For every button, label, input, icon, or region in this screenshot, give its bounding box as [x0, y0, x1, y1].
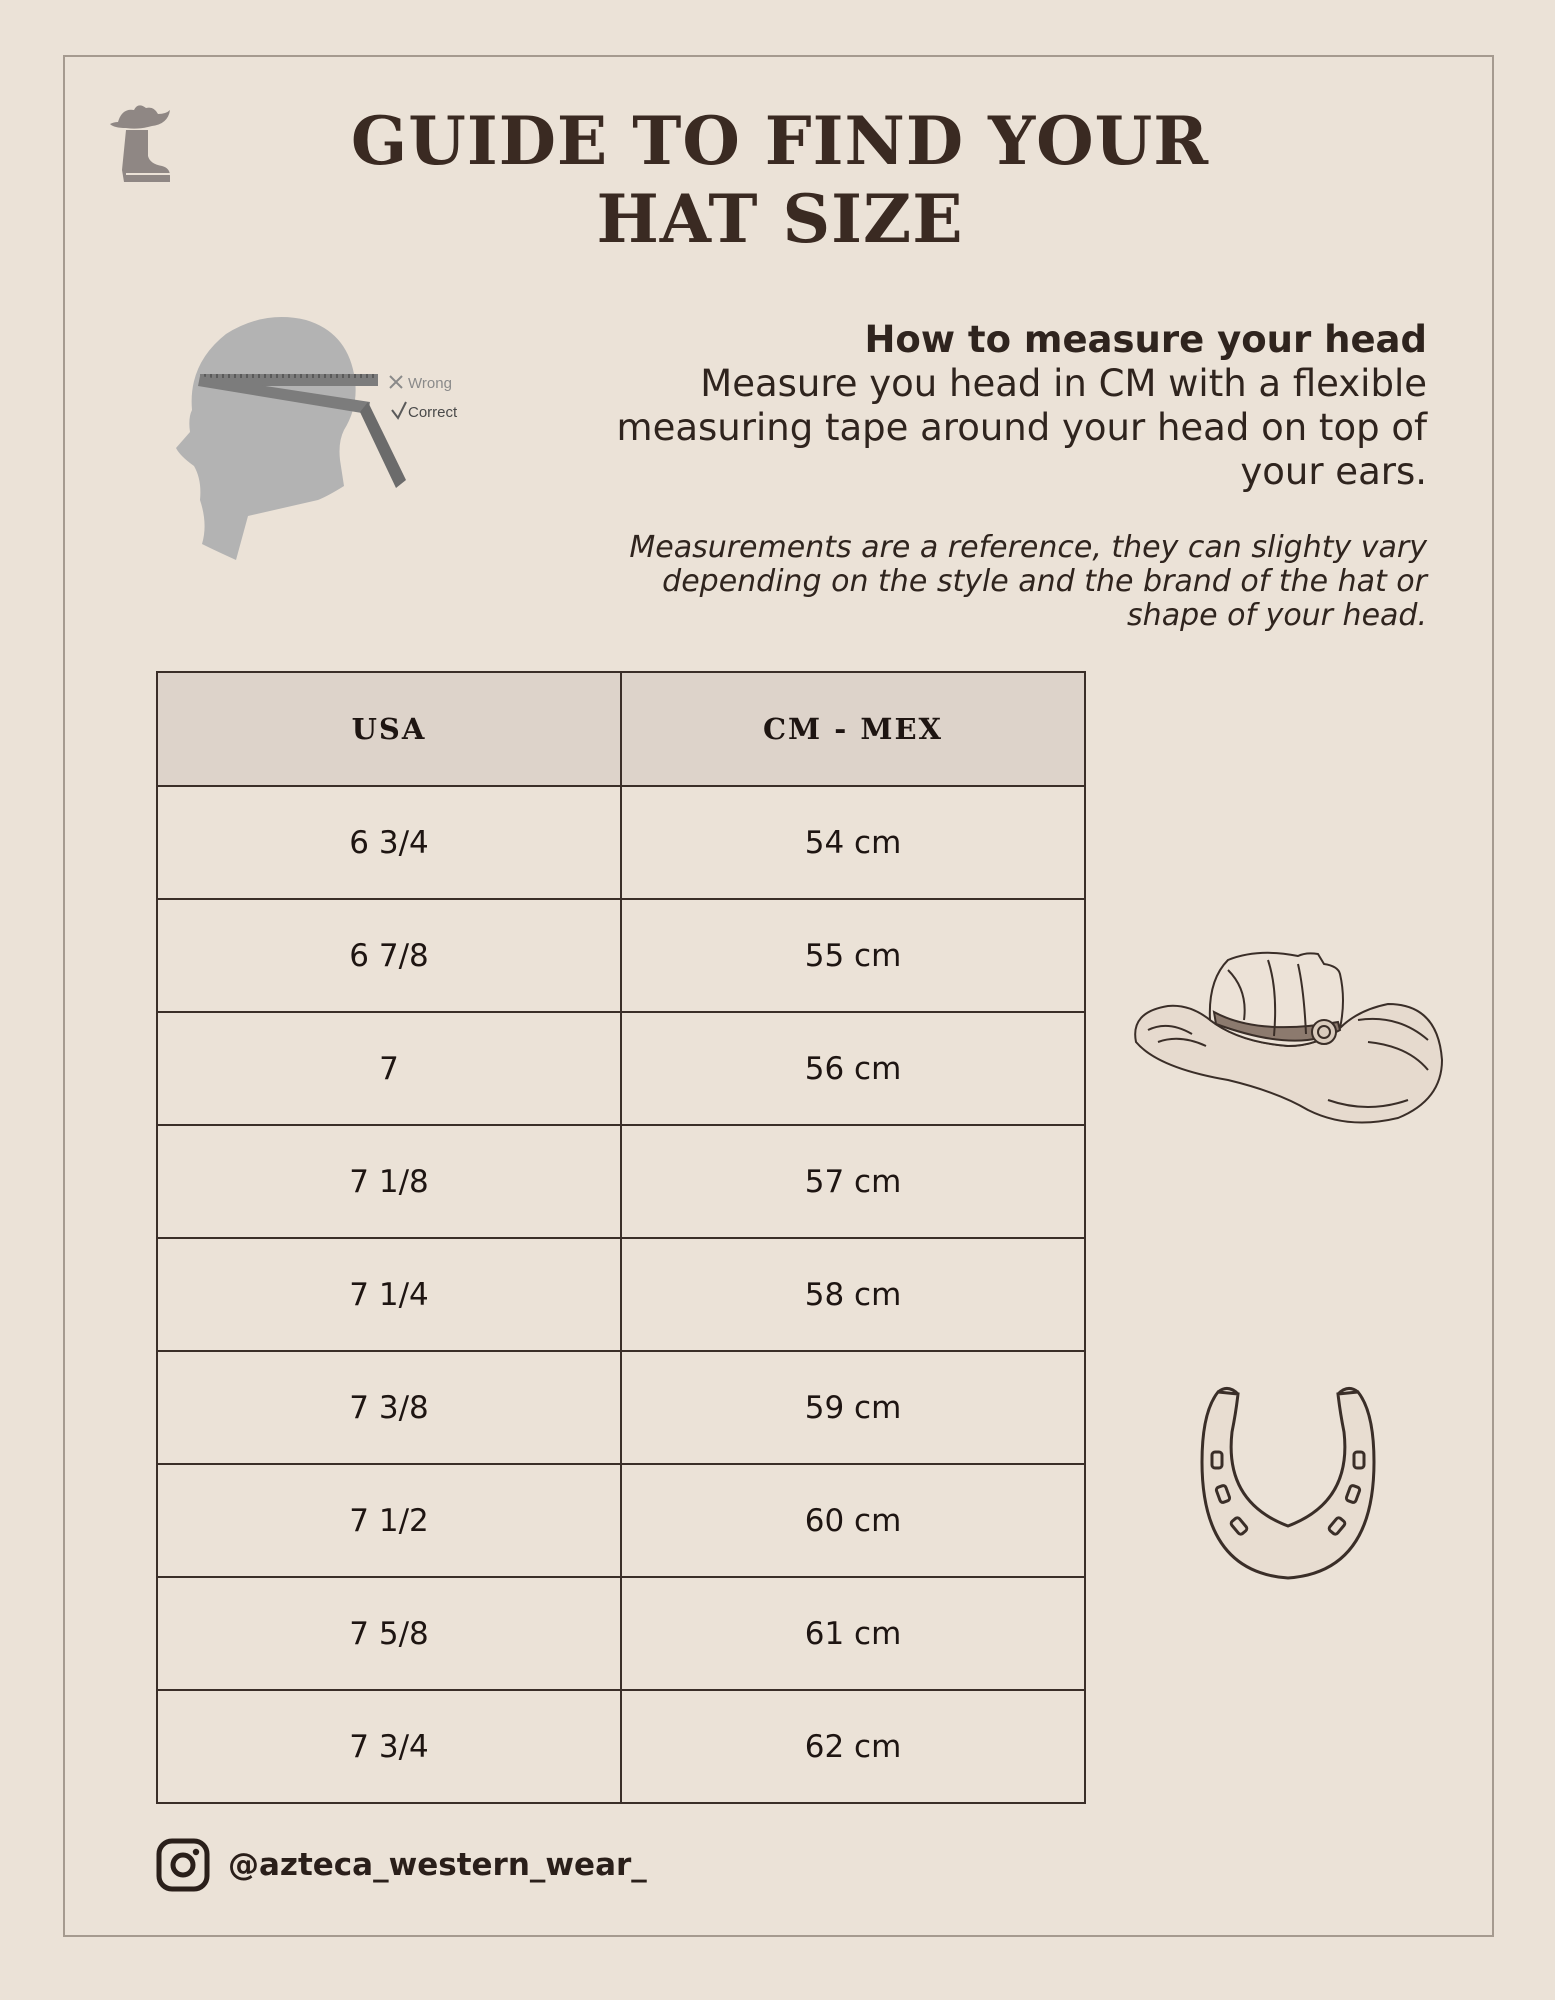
table-row: [157, 1690, 1085, 1803]
cm-size-cell: 56 cm: [621, 1012, 1085, 1125]
table-row: [157, 1577, 1085, 1690]
instagram-handle[interactable]: @azteca_western_wear_: [228, 1847, 647, 1883]
title-line-1: GUIDE TO FIND YOUR: [350, 102, 1210, 180]
instagram-icon[interactable]: [156, 1838, 210, 1892]
cm-size-cell: 57 cm: [621, 1125, 1085, 1238]
usa-size-cell: 7: [157, 1012, 621, 1125]
cm-size-cell: 62 cm: [621, 1690, 1085, 1803]
instructions-body: Measure you head in CM with a flexible measuring tape around your head on top of your ears.: [616, 362, 1427, 493]
cowboy-hat-icon: [1128, 950, 1444, 1128]
cm-mex-column-header: CM - MEX: [621, 672, 1085, 786]
instructions-title: How to measure your head: [864, 318, 1427, 361]
table-row: [157, 1238, 1085, 1351]
table-row: [157, 1012, 1085, 1125]
table-row: [157, 1464, 1085, 1577]
usa-size-cell: 6 7/8: [157, 899, 621, 1012]
horseshoe-icon: [1188, 1382, 1388, 1582]
usa-size-cell: 7 5/8: [157, 1577, 621, 1690]
size-table: [156, 671, 1086, 1804]
cm-size-cell: 60 cm: [621, 1464, 1085, 1577]
measurement-note: Measurements are a reference, they can slighty vary depending on the style and the brand of the hat or shape of your head.: [629, 530, 1427, 633]
usa-size-cell: 7 3/8: [157, 1351, 621, 1464]
usa-size-cell: 7 3/4: [157, 1690, 621, 1803]
cm-size-cell: 61 cm: [621, 1577, 1085, 1690]
table-row: [157, 786, 1085, 899]
correct-label: Correct: [408, 404, 458, 421]
social-handle: [156, 1838, 647, 1892]
table-row: [157, 899, 1085, 1012]
cm-size-cell: 58 cm: [621, 1238, 1085, 1351]
usa-column-header: USA: [157, 672, 621, 786]
cm-size-cell: 59 cm: [621, 1351, 1085, 1464]
usa-size-cell: 7 1/8: [157, 1125, 621, 1238]
usa-size-cell: 6 3/4: [157, 786, 621, 899]
head-measurement-illustration: [168, 310, 478, 570]
measure-instructions: [587, 318, 1427, 494]
wrong-label: Wrong: [408, 375, 452, 392]
cowboy-boot-hat-icon: [108, 100, 172, 184]
usa-size-cell: 7 1/4: [157, 1238, 621, 1351]
table-row: [157, 1125, 1085, 1238]
table-row: [157, 1351, 1085, 1464]
usa-size-cell: 7 1/2: [157, 1464, 621, 1577]
cm-size-cell: 54 cm: [621, 786, 1085, 899]
table-header-row: [157, 672, 1085, 786]
title-line-2: HAT SIZE: [596, 180, 964, 258]
page-title: [280, 102, 1280, 258]
cm-size-cell: 55 cm: [621, 899, 1085, 1012]
